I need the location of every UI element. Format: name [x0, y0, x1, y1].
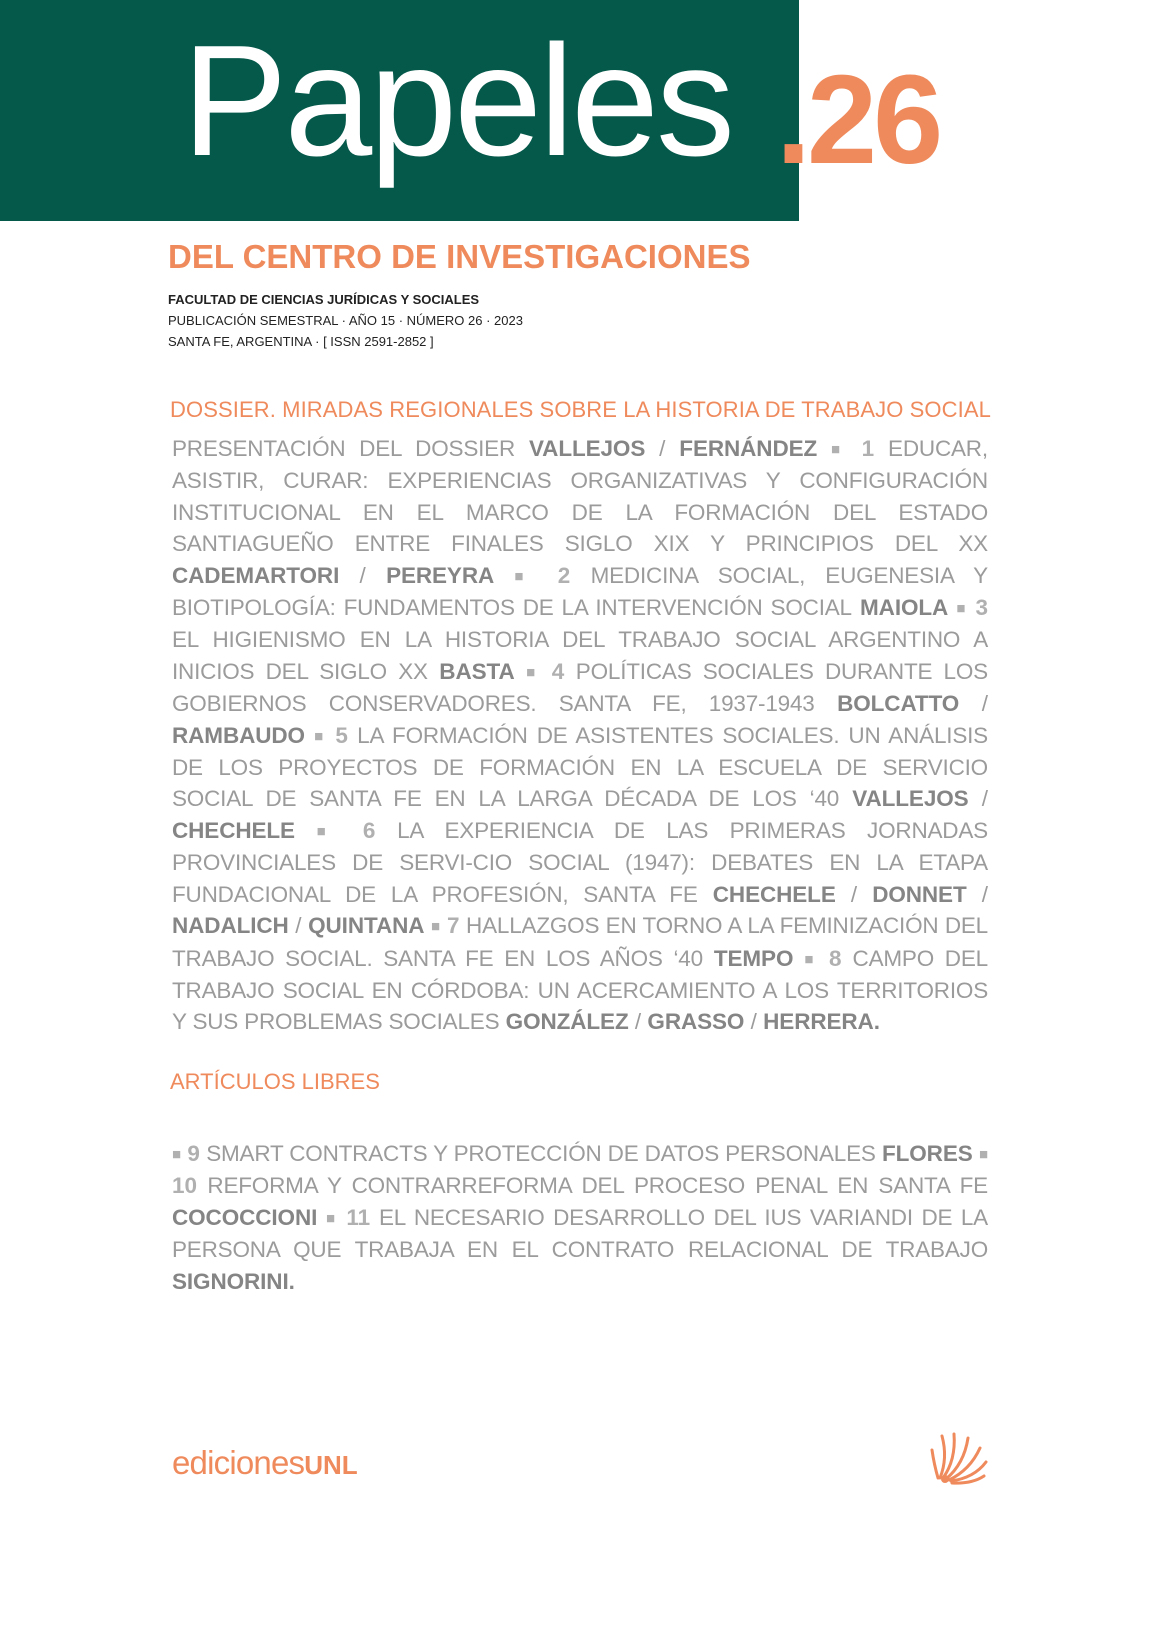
author-separator: /: [295, 913, 302, 939]
dossier-contents: [172, 433, 988, 1038]
author-separator: /: [981, 881, 988, 907]
faculty-line: FACULTAD DE CIENCIAS JURÍDICAS Y SOCIALES: [168, 292, 480, 307]
article-author: NADALICH: [172, 913, 289, 939]
article-title: SMART CONTRACTS Y PROTECCIÓN DE DATOS PERSONALES: [206, 1141, 876, 1166]
articulos-libres-contents: [172, 1138, 988, 1297]
article-author: PEREYRA: [386, 562, 495, 588]
article-title: PRESENTACIÓN DEL DOSSIER: [172, 436, 516, 461]
bullet-separator: ■: [804, 950, 819, 968]
article-number: 5: [335, 722, 348, 748]
article-author: BOLCATTO: [837, 691, 960, 717]
article-author: MAIOLA: [860, 595, 949, 621]
article-title: EL HIGIENISMO EN LA HISTORIA DEL TRABAJO SOCIAL ARGENTINO A INICIOS DEL SIGLO XX: [172, 627, 988, 684]
bullet-separator: ■: [526, 663, 541, 681]
article-author: VALLEJOS: [528, 436, 646, 461]
article-number: 7: [446, 913, 460, 939]
place-issn-line: SANTA FE, ARGENTINA · [ ISSN 2591-2852 ]: [168, 334, 434, 349]
article-number: 11: [346, 1204, 371, 1230]
author-separator: /: [359, 562, 366, 588]
article-author: BASTA: [439, 658, 515, 684]
article-number: 2: [557, 562, 571, 588]
article-title: HALLAZGOS EN TORNO A LA FEMINIZACIÓN DEL TRABAJO SOCIAL. SANTA FE EN LOS AÑOS ‘40: [172, 913, 988, 971]
article-author: RAMBAUDO: [172, 722, 305, 748]
bullet-separator: ■: [326, 1209, 338, 1227]
article-author: QUINTANA: [308, 913, 425, 939]
author-separator: /: [981, 786, 988, 812]
article-author: CHECHELE: [172, 817, 295, 843]
article-title: POLÍTICAS SOCIALES DURANTE LOS GOBIERNOS CONSERVADORES. SANTA FE, 1937-1943: [172, 658, 988, 717]
author-separator: /: [750, 1009, 757, 1035]
article-number: 8: [829, 945, 842, 971]
bullet-separator: ■: [316, 822, 342, 840]
article-title: LA FORMACIÓN DE ASISTENTES SOCIALES. UN ANÁLISIS DE LOS PROYECTOS DE FORMACIÓN EN LA ESCUELA DE SERVICIO SOCIAL DE SANTA FE EN LA LARGA DÉCADA DE LOS ‘40: [172, 722, 988, 812]
bullet-separator: ■: [978, 1146, 988, 1163]
article-author: FERNÁNDEZ: [679, 436, 818, 461]
bullet-separator: ■: [956, 600, 968, 618]
publication-line: PUBLICACIÓN SEMESTRAL · AÑO 15 · NÚMERO 26 · 2023: [168, 313, 523, 328]
bullet-separator: ■: [514, 567, 538, 585]
bullet-separator: ■: [314, 727, 327, 745]
issue-number: .26: [776, 49, 940, 190]
bullet-separator: ■: [172, 1146, 182, 1163]
article-title: CAMPO DEL TRABAJO SOCIAL EN CÓRDOBA: UN ACERCAMIENTO A LOS TERRITORIOS Y SUS PROBLEMAS SOCIALES: [172, 945, 988, 1035]
article-author: CADEMARTORI: [172, 562, 340, 588]
article-author: HERRERA.: [763, 1009, 880, 1035]
article-number: 6: [362, 817, 376, 843]
author-separator: /: [850, 881, 858, 907]
article-author: FLORES: [881, 1141, 973, 1166]
article-author: GRASSO: [647, 1009, 745, 1035]
publisher-wordmark: [172, 1446, 358, 1479]
article-number: 9: [187, 1141, 200, 1166]
article-title: EDUCAR, ASISTIR, CURAR: EXPERIENCIAS ORGANIZATIVAS Y CONFIGURACIÓN INSTITUCIONAL EN EL MARCO DE LA FORMACIÓN DEL ESTADO SANTIAGUEÑO ENTRE FINALES SIGLO XIX Y PRINCIPIOS DEL XX: [172, 436, 988, 557]
article-number: 10: [172, 1173, 198, 1199]
article-author: CHECHELE: [712, 881, 836, 907]
author-separator: /: [659, 436, 666, 461]
article-title: MEDICINA SOCIAL, EUGENESIA Y BIOTIPOLOGÍA: FUNDAMENTOS DE LA INTERVENCIÓN SOCIAL: [172, 562, 988, 621]
article-author: VALLEJOS: [852, 786, 969, 812]
article-number: 4: [551, 658, 565, 684]
article-author: COCOCCIONI: [172, 1204, 318, 1230]
article-author: GONZÁLEZ: [505, 1009, 629, 1035]
article-title: LA EXPERIENCIA DE LAS PRIMERAS JORNADAS PROVINCIALES DE SERVI-CIO SOCIAL (1947): DEBATES EN LA ETAPA FUNDACIONAL DE LA PROFESIÓN, SANTA FE: [172, 817, 988, 907]
article-title: REFORMA Y CONTRARREFORMA DEL PROCESO PENAL EN SANTA FE: [207, 1173, 988, 1199]
author-separator: /: [981, 691, 988, 717]
article-number: 1: [861, 436, 875, 461]
bullet-separator: ■: [430, 918, 441, 936]
dossier-heading: DOSSIER. MIRADAS REGIONALES SOBRE LA HISTORIA DE TRABAJO SOCIAL: [170, 397, 991, 422]
article-author: SIGNORINI.: [172, 1268, 295, 1294]
article-title: EL NECESARIO DESARROLLO DEL IUS VARIANDI DE LA PERSONA QUE TRABAJA EN EL CONTRATO RELACIONAL DE TRABAJO: [172, 1204, 988, 1263]
sunburst-logo-icon: [930, 1428, 988, 1486]
article-author: TEMPO: [713, 945, 794, 971]
journal-title: Papeles: [182, 13, 732, 189]
journal-subtitle: DEL CENTRO DE INVESTIGACIONES: [168, 238, 751, 275]
author-separator: /: [634, 1009, 642, 1035]
bullet-separator: ■: [831, 441, 848, 458]
articulos-libres-heading: ARTÍCULOS LIBRES: [170, 1069, 380, 1094]
publisher-name: ediciones: [172, 1444, 305, 1481]
article-number: 3: [975, 595, 988, 621]
publisher-brand: UNL: [304, 1450, 358, 1480]
article-author: DONNET: [872, 881, 967, 907]
